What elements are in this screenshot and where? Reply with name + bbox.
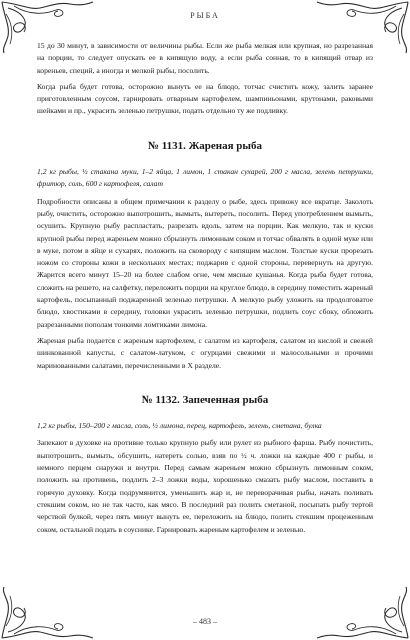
- recipe-title-1131: № 1131. Жареная рыба: [147, 139, 263, 152]
- paragraph: Запекают в духовке на противне только крупную рыбу или рулет из рыбного фарша. Рыбу почистить, выпотрошить, вымыть, обсушить, натереть солью, взяв по ½ ч. ложки на каждые 400 г рыбы, и немного перцем снаружи и внутри. Перед самым жареньем можно сбрызнуть лимонным соком, положить на противень, подлить 2–3 ложки воды, хорошенько смазать рыбу маслом, поставить в горячую духовку. Когда подрумянится, уменьшить жар и, не переворачивая рыбы, начать поливать стекшим соком, но не так часто, как мясо. В последний раз полить сметаной, посыпать рыбу тертой черствой булкой, через пять минут вынуть ее, переложить на блюдо, полить стекшим процеженным соком, остальной подать в соуснике. Гарнировать жареным картофелем и зеленью.: [37, 438, 373, 534]
- paragraph: 15 до 30 минут, в зависимости от величины рыбы. Если же рыба мелкая или крупная, но разрезанная на порции, то следует опускать ее в кипящую воду, а если рыба сонная, то в кипящий отвар из кореньев, специй, а иногда и мелкой рыбы, посолить.: [37, 41, 373, 75]
- running-head: РЫБА: [190, 11, 220, 20]
- recipe-title-1132: № 1132. Запеченная рыба: [141, 393, 269, 406]
- recipe-ingredients-1131: 1,2 кг рыбы, ½ стакана муки, 1–2 яйца, 1 лимон, 1 стакан сухарей, 200 г масла, зелень петрушки, фритюр, соль, 600 г картофеля, салат: [37, 167, 373, 189]
- paragraph: Когда рыба будет готова, осторожно вынуть ее на блюдо, тотчас счистить кожу, залить заранее приготовленным соусом, гарнировать отварным картофелем, шампиньонами, крутонами, раковыми шейками и пр., украсить зеленью петрушки, подать отдельно ту же подливку.: [37, 81, 373, 116]
- recipe-ingredients-1132: 1,2 кг рыбы, 150–200 г масла, соль, ½ лимона, перец, картофель, зелень, сметана, булка: [37, 421, 322, 431]
- corner-ornament-bottom-right: [315, 585, 410, 640]
- page-content: [37, 40, 373, 536]
- paragraph: Жареная рыба подается с жареным картофелем, с салатом из картофеля, салатом из кислой и свежей шинкованной капусты, с салатом-латуком, с огурцами свежими и малосольными и прочими маринованными салатами, перечисленными в X разделе.: [37, 335, 373, 370]
- page-number: – 483 –: [193, 617, 217, 626]
- corner-ornament-bottom-left: [0, 585, 95, 640]
- paragraph: Подробности описаны в общем примечании к разделу о рыбе, здесь привожу все вкратце. Заколоть рыбу, очистить, осторожно выпотрошить, вымыть, вытереть, посолить. Перед употреблением вымыть, осушить. Крупную рыбу распластать, разрезать вдоль, затем на порции. Как мелкую, так и куски крупной рыбы перед жареньем можно сбрызнуть лимонным соком и тотчас обвалять в одной муке или в муке, потом в яйце и сухарях, положить на сковороду с кипящим маслом. Толстые куски прорезать ножом со стороны кожи в нескольких местах; поджарив с одной стороны, перевернуть на другую. Жарится всего минут 15–20 на более слабом огне, чем мясные кушанья. Когда рыба будет готова, сложить на решето, на салфетку, переложить порции на круглое блюдо, в середину поместить жареный картофель, посыпанный поджаренной зеленью петрушки. А мелкую рыбу уложить на продолговатое блюдо, хвостиками в середину, головки украсить зеленью петрушки, подлить соус сбоку, обложить разрезанными пополам тонкими ломтиками лимона.: [37, 196, 373, 329]
